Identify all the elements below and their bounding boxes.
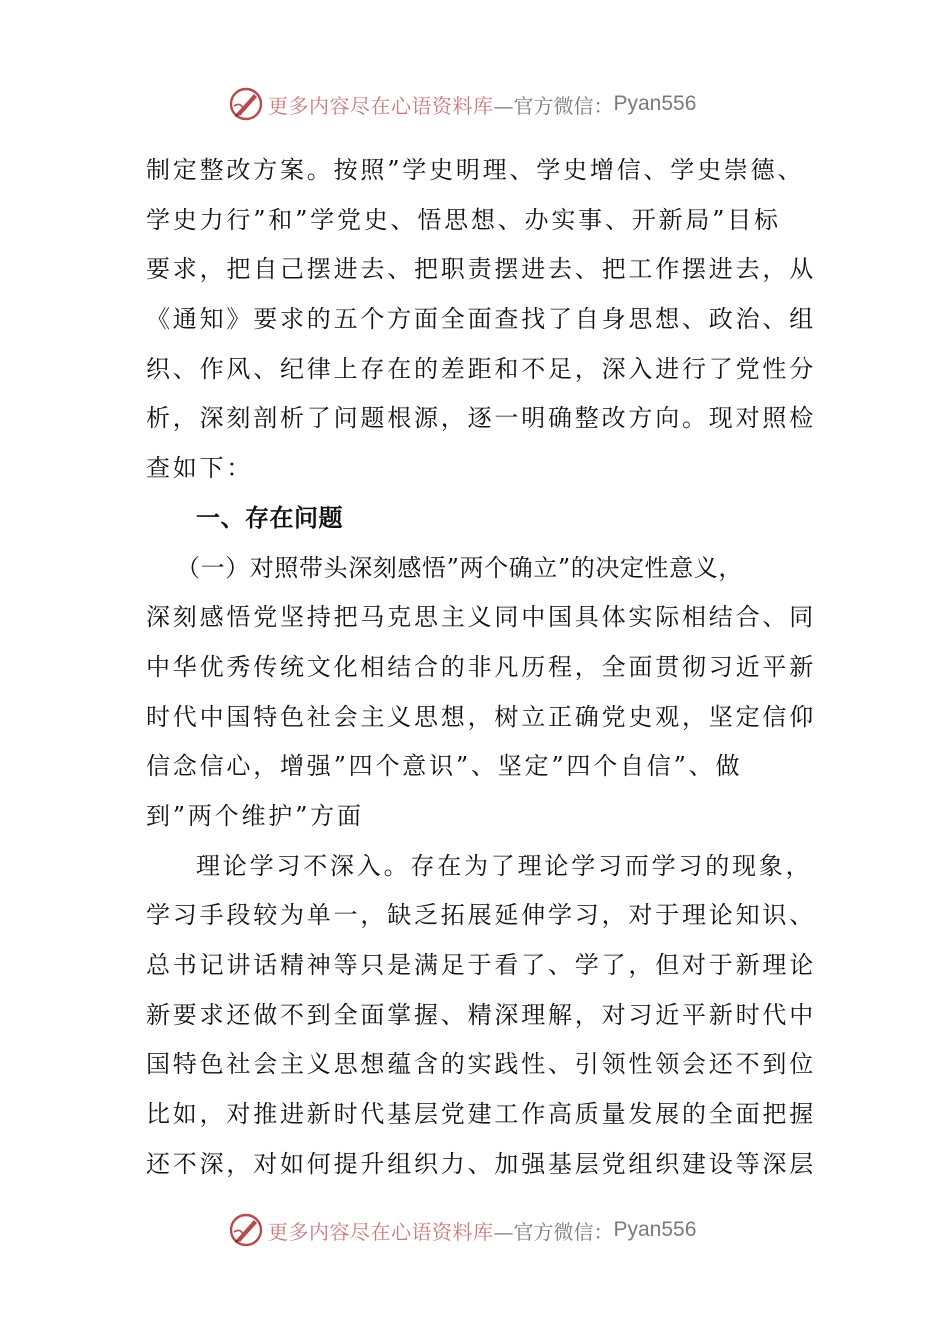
watermark-header <box>228 84 696 124</box>
text-line: 信念信心，增强”四个意识”、坚定”四个自信”、做 <box>146 752 743 781</box>
text-line: 织、作风、纪律上存在的差距和不足，深入进行了党性分 <box>146 354 816 383</box>
text-line: 时代中国特色社会主义思想，树立正确党史观，坚定信仰 <box>146 702 816 731</box>
section-heading: 一、存在问题 <box>196 503 343 532</box>
pen-logo-icon <box>228 1212 264 1248</box>
text-line: 学习手段较为单一，缺乏拓展延伸学习，对于理论知识、 <box>146 901 816 930</box>
text-line: 析，深刻剖析了问题根源，逐一明确整改方向。现对照检 <box>146 404 816 433</box>
text-line: 新要求还做不到全面掌握、精深理解，对习近平新时代中 <box>146 1000 816 1029</box>
pen-logo-icon <box>228 86 264 122</box>
text-line: 要求，把自己摆进去、把职责摆进去、把工作摆进去，从 <box>146 255 816 284</box>
text-line: 总书记讲话精神等只是满足于看了、学了，但对于新理论 <box>146 951 816 979</box>
text-line: 中华优秀传统文化相结合的非凡历程，全面贯彻习近平新 <box>146 652 816 681</box>
watermark-tail-text: —官方微信： <box>493 1219 614 1244</box>
watermark-tail-text: —官方微信： <box>493 93 614 118</box>
watermark-wechat-id: Pyan556 <box>613 1218 697 1241</box>
paragraph-start: 理论学习不深入。存在为了理论学习而学习的现象， <box>196 851 813 880</box>
text-line: 比如，对推进新时代基层党建工作高质量发展的全面把握 <box>146 1100 816 1129</box>
text-line: 学史力行”和”学党史、悟思想、办实事、开新局”目标 <box>146 205 781 234</box>
text-line: 查如下： <box>146 454 254 483</box>
text-line: 还不深，对如何提升组织力、加强基层党组织建设等深层 <box>146 1149 816 1178</box>
text-line: 国特色社会主义思想蕴含的实践性、引领性领会还不到位 <box>146 1050 816 1079</box>
text-line: 到”两个维护”方面 <box>146 801 364 830</box>
document-body <box>146 146 826 1189</box>
watermark-wechat-id: Pyan556 <box>613 92 697 115</box>
watermark-main-text: 更多内容尽在心语资料库 <box>268 93 494 118</box>
subsection-heading: （一）对照带头深刻感悟”两个确立”的决定性意义， <box>176 553 743 582</box>
text-line: 制定整改方案。按照”学史明理、学史增信、学史崇德、 <box>146 156 805 184</box>
watermark-footer <box>228 1210 696 1250</box>
watermark-main-text: 更多内容尽在心语资料库 <box>268 1219 494 1244</box>
text-line: 深刻感悟党坚持把马克思主义同中国具体实际相结合、同 <box>146 603 816 632</box>
text-line: 《通知》要求的五个方面全面查找了自身思想、政治、组 <box>146 305 816 334</box>
